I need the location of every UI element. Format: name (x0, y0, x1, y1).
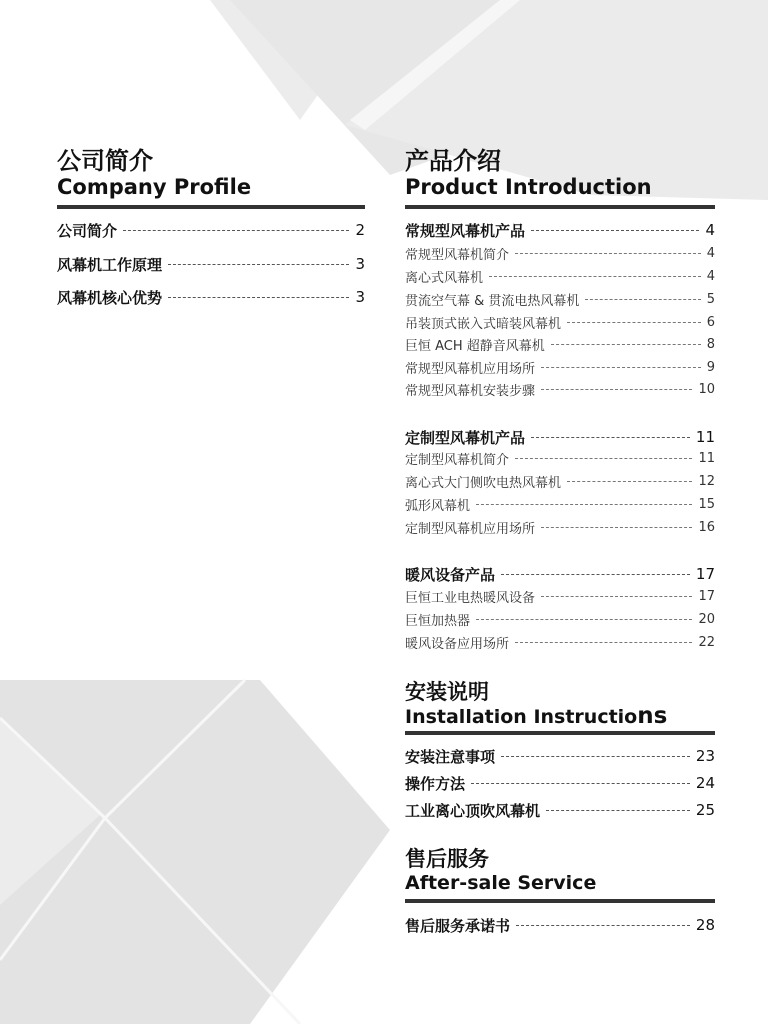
service-title-cn: 售后服务 (405, 847, 489, 871)
service-title-en: After-sale Service (405, 872, 597, 894)
dot-leader (531, 230, 699, 231)
toc-entry-label: 常规型风幕机简介 (405, 247, 510, 263)
toc-entry[interactable] (405, 335, 715, 353)
toc-entry-page: 17 (698, 588, 715, 604)
toc-entry-install-2[interactable] (405, 773, 715, 793)
toc-entry[interactable] (405, 610, 715, 628)
toc-entry-label: 常规型风幕机应用场所 (405, 361, 536, 377)
toc-entry-label: 常规型风幕机安装步骤 (405, 383, 536, 399)
toc-entry-page: 10 (698, 381, 715, 397)
toc-entry-page: 6 (706, 314, 715, 330)
toc-entry-page: 3 (355, 288, 365, 306)
toc-entry-company-2[interactable] (57, 254, 365, 274)
toc-entry-label: 巨恒加热器 (405, 613, 471, 629)
dot-leader (476, 504, 692, 505)
install-title-rule (405, 731, 715, 735)
dot-leader (476, 619, 692, 620)
dot-leader (471, 783, 690, 784)
dot-leader (541, 596, 692, 597)
toc-entry[interactable] (405, 380, 715, 398)
toc-entry[interactable] (405, 358, 715, 376)
company-title-rule (57, 205, 365, 209)
dot-leader (541, 389, 692, 390)
toc-entry[interactable] (405, 587, 715, 605)
toc-entry-page: 2 (355, 221, 365, 239)
toc-entry-page: 5 (706, 291, 715, 307)
toc-entry-label: 暖风设备产品 (405, 565, 496, 584)
toc-group-heading-regular[interactable] (405, 220, 715, 240)
toc-entry-label: 巨恒工业电热暖风设备 (405, 590, 536, 606)
toc-entry-page: 4 (706, 268, 715, 284)
toc-entry-page: 17 (695, 565, 715, 583)
toc-entry-label: 操作方法 (405, 774, 466, 793)
toc-entry-label: 定制型风幕机应用场所 (405, 521, 536, 537)
toc-entry[interactable] (405, 633, 715, 651)
toc-entry[interactable] (405, 244, 715, 262)
toc-entry-install-1[interactable] (405, 746, 715, 766)
toc-entry-page: 24 (695, 774, 715, 792)
toc-entry-page: 8 (706, 336, 715, 352)
toc-group-heading-heating[interactable] (405, 564, 715, 584)
product-title-cn: 产品介绍 (405, 147, 501, 175)
dot-leader (541, 367, 701, 368)
company-title-en: Company Profile (57, 175, 252, 199)
install-title-en-tail: ns (637, 703, 668, 729)
toc-entry-page: 28 (695, 916, 715, 934)
toc-entry-page: 4 (705, 221, 715, 239)
toc-entry-page: 16 (698, 519, 715, 535)
toc-entry[interactable] (405, 518, 715, 536)
dot-leader (515, 642, 692, 643)
toc-entry[interactable] (405, 472, 715, 490)
toc-entry-label: 离心式风幕机 (405, 270, 484, 286)
toc-entry-label: 离心式大门侧吹电热风幕机 (405, 475, 562, 491)
toc-entry[interactable] (405, 449, 715, 467)
toc-entry-page: 11 (698, 450, 715, 466)
service-title-rule (405, 899, 715, 903)
toc-entry-install-3[interactable] (405, 800, 715, 820)
toc-entry[interactable] (405, 290, 715, 308)
install-title-en (405, 704, 667, 729)
toc-entry[interactable] (405, 267, 715, 285)
toc-entry-label: 公司简介 (57, 221, 118, 240)
toc-entry-label: 暖风设备应用场所 (405, 636, 510, 652)
toc-entry-page: 22 (698, 634, 715, 650)
toc-entry-page: 11 (695, 428, 715, 446)
toc-entry-page: 12 (698, 473, 715, 489)
toc-entry-label: 吊装顶式嵌入式暗装风幕机 (405, 316, 562, 332)
product-title-rule (405, 205, 715, 209)
toc-entry-label: 贯流空气幕 & 贯流电热风幕机 (405, 293, 580, 309)
toc-entry-page: 20 (698, 611, 715, 627)
dot-leader (551, 344, 701, 345)
toc-entry-company-3[interactable] (57, 287, 365, 307)
dot-leader (567, 322, 701, 323)
install-title-cn: 安装说明 (405, 680, 489, 704)
toc-entry[interactable] (405, 313, 715, 331)
dot-leader (567, 481, 692, 482)
dot-leader (168, 264, 349, 265)
toc-entry-company-1[interactable] (57, 220, 365, 240)
toc-entry-page: 25 (695, 801, 715, 819)
dot-leader (541, 527, 692, 528)
product-title-en: Product Introduction (405, 175, 652, 199)
toc-entry-service-1[interactable] (405, 915, 715, 935)
dot-leader (531, 437, 690, 438)
company-title-cn: 公司简介 (57, 147, 153, 175)
toc-entry-label: 风幕机工作原理 (57, 255, 163, 274)
dot-leader (168, 297, 349, 298)
toc-entry-page: 15 (698, 496, 715, 512)
toc-group-heading-custom[interactable] (405, 427, 715, 447)
dot-leader (501, 574, 690, 575)
dot-leader (585, 299, 700, 300)
toc-entry-label: 定制型风幕机产品 (405, 428, 526, 447)
dot-leader (515, 253, 701, 254)
toc-entry-page: 3 (355, 255, 365, 273)
install-title-en-main: Installation Instructio (405, 706, 638, 728)
dot-leader (516, 925, 690, 926)
dot-leader (515, 458, 692, 459)
toc-entry-label: 弧形风幕机 (405, 498, 471, 514)
toc-entry-label: 定制型风幕机简介 (405, 452, 510, 468)
toc-entry-label: 巨恒 ACH 超静音风幕机 (405, 338, 545, 354)
toc-entry-page: 9 (706, 359, 715, 375)
toc-entry-page: 23 (695, 747, 715, 765)
dot-leader (546, 810, 690, 811)
dot-leader (501, 756, 690, 757)
dot-leader (123, 230, 349, 231)
toc-entry-page: 4 (706, 245, 715, 261)
toc-entry-label: 售后服务承诺书 (405, 916, 511, 935)
toc-entry-label: 工业离心顶吹风幕机 (405, 801, 541, 820)
toc-entry[interactable] (405, 495, 715, 513)
toc-entry-label: 常规型风幕机产品 (405, 221, 526, 240)
toc-entry-label: 安装注意事项 (405, 747, 496, 766)
dot-leader (489, 276, 701, 277)
toc-entry-label: 风幕机核心优势 (57, 288, 163, 307)
